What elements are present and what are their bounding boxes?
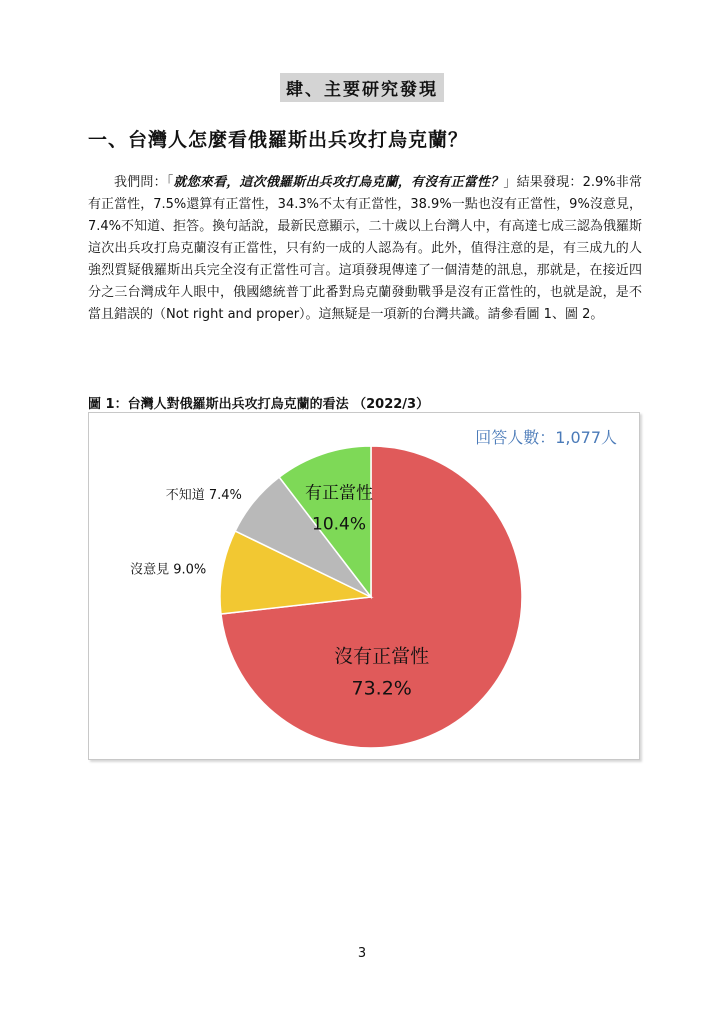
slice-label-1: 沒意見 9.0%: [130, 562, 207, 578]
respondents-count: 回答人數：1,077人: [475, 428, 617, 447]
slice-value-3: 10.4%: [312, 514, 367, 535]
pie-chart: [89, 413, 639, 759]
slice-label-2: 不知道 7.4%: [165, 487, 242, 503]
paragraph-after-question: 」結果發現：: [503, 175, 583, 190]
page-number: 3: [357, 946, 367, 961]
slice-value-0: 73.2%: [351, 677, 412, 700]
section-title: [0, 73, 724, 102]
slice-label-3: 有正當性: [305, 483, 374, 504]
body-paragraph: [88, 172, 642, 326]
question-heading: 一、台灣人怎麼看俄羅斯出兵攻打烏克蘭？: [88, 129, 469, 151]
paragraph-question: 就您來看，這次俄羅斯出兵攻打烏克蘭，有沒有正當性？: [173, 175, 504, 190]
section-title-text: 肆、主要研究發現: [280, 73, 444, 102]
pie-chart-frame: [88, 412, 640, 760]
paragraph-lead: 我們問：「: [114, 175, 174, 190]
paragraph-findings: 2.9%非常有正當性，7.5%還算有正當性，34.3%不太有正當性，38.9%一點也沒有正當性，9%沒意見，7.4%不知道、拒答。換句話說，最新民意顯示，二十歲以上台灣人中，有高達七成三認為俄羅斯這次出兵攻打烏克蘭沒有正當性，只有約一成的人認為有。此外，值得注意的是，有三成九的人強烈質疑俄羅斯出兵完全沒有正當性可言。這項發現傳達了一個清楚的訊息，那就是，在接近四分之三台灣成年人眼中，俄國總統普丁此番對烏克蘭發動戰爭是沒有正當性的，也就是說，是不當且錯誤的（Not right and proper）。這無疑是一項新的台灣共識。請參看圖 1、圖 2。: [88, 175, 642, 322]
figure-caption: 圖 1：台灣人對俄羅斯出兵攻打烏克蘭的看法 （2022/3）: [88, 397, 430, 412]
slice-label-0: 沒有正當性: [334, 645, 430, 668]
